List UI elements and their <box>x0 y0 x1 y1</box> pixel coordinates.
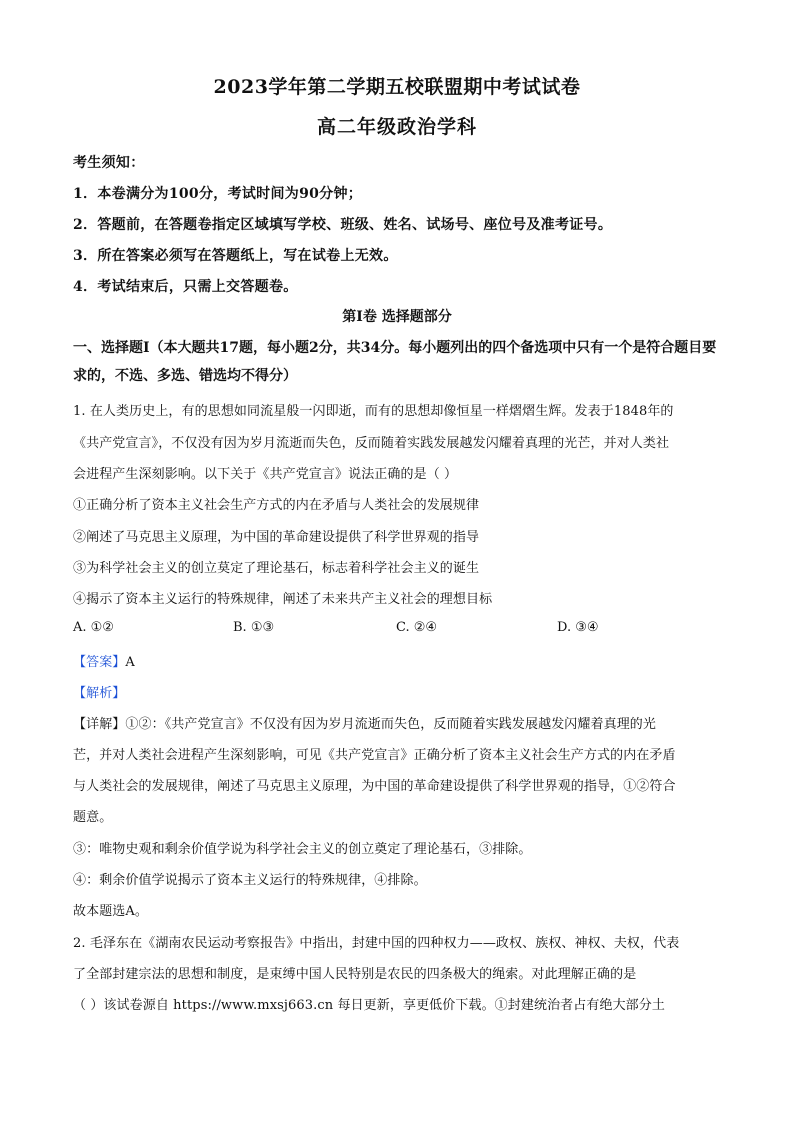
notice-item-1: 1．本卷满分为100分，考试时间为90分钟； <box>73 186 363 202</box>
answer-tag: 【答案】 <box>73 655 126 670</box>
q1-detail-line-3: 与人类社会的发展规律，阐述了马克思主义原理，为中国的革命建设提供了科学世界观的指导，①②符合 <box>73 779 676 794</box>
q1-option-a: A. ①② <box>73 620 114 635</box>
notice-item-4: 4．考试结束后，只需上交答题卷。 <box>73 279 298 295</box>
q1-statement-1: ①正确分析了资本主义社会生产方式的内在矛盾与人类社会的发展规律 <box>73 498 480 513</box>
q1-statement-2: ②阐述了马克思主义原理，为中国的革命建设提供了科学世界观的指导 <box>73 530 480 545</box>
q1-stem-line-2: 《共产党宣言》，不仅没有因为岁月流逝而失色，反而随着实践发展越发闪耀着真理的光芒，并对人类社 <box>73 436 670 451</box>
q1-statement-4: ④揭示了资本主义运行的特殊规律，阐述了未来共产主义社会的理想目标 <box>73 592 493 607</box>
exam-subtitle: 高二年级政治学科 <box>316 116 477 138</box>
q1-detail-line-5: ③：唯物史观和剩余价值学说为科学社会主义的创立奠定了理论基石，③排除。 <box>73 842 532 857</box>
q1-detail-line-1 <box>73 713 656 732</box>
q1-detail-line-4: 题意。 <box>73 810 113 825</box>
notice-item-2: 2．答题前，在答题卷指定区域填写学校、班级、姓名、试场号、座位号及准考证号。 <box>73 217 613 233</box>
section-title: 第Ⅰ卷 选择题部分 <box>342 309 452 325</box>
exam-title: 2023学年第二学期五校联盟期中考试试卷 <box>213 76 581 98</box>
q2-line-3: （ ）该试卷源自 https://www.mxsj663.cn 每日更新，享更低价下载。①封建统治者占有绝大部分土 <box>73 998 665 1013</box>
q1-stem-line-1: 1. 在人类历史上，有的思想如同流星般一闪即逝，而有的思想却像恒星一样熠熠生辉。发表于1848年的 <box>73 404 674 419</box>
q1-answer <box>73 651 135 670</box>
answer-value: A <box>125 655 135 670</box>
q2-line-2: 了全部封建宗法的思想和制度，是束缚中国人民特别是农民的四条极大的绳索。对此理解正确的是 <box>73 967 637 982</box>
part-heading: 一、选择题Ⅰ（本大题共17题，每小题2分，共34分。每小题列出的四个备选项中只有一个是符合题目要求的，不选、多选、错选均不得分） <box>73 340 717 384</box>
detail-tag: 【详解】 <box>73 717 126 732</box>
notice-heading: 考生须知： <box>73 155 145 171</box>
q1-stem-line-3: 会进程产生深刻影响。以下关于《共产党宣言》说法正确的是（ ） <box>73 467 458 482</box>
q1-detail-line-6: ④：剩余价值学说揭示了资本主义运行的特殊规律，④排除。 <box>73 873 427 888</box>
detail-text: ①②：《共产党宣言》不仅没有因为岁月流逝而失色，反而随着实践发展越发闪耀着真理的光 <box>125 717 657 732</box>
q2-line-1: 2. 毛泽东在《湖南农民运动考察报告》中指出，封建中国的四种权力——政权、族权、神权、夫权，代表 <box>73 936 680 951</box>
q1-option-b: B. ①③ <box>233 620 275 635</box>
q1-option-c: C. ②④ <box>396 620 438 635</box>
q1-statement-3: ③为科学社会主义的创立莫定了理论基石，标志着科学社会主义的诞生 <box>73 561 480 576</box>
q1-detail-line-7: 故本题选A。 <box>73 904 148 919</box>
analysis-tag: 【解析】 <box>73 686 126 701</box>
q1-analysis-tag <box>73 682 125 701</box>
q1-option-d: D. ③④ <box>557 620 599 635</box>
q1-detail-line-2: 芒，并对人类社会进程产生深刻影响，可见《共产党宣言》正确分析了资本主义社会生产方式的内在矛盾 <box>73 748 676 763</box>
notice-item-3: 3．所在答案必须写在答题纸上，写在试卷上无效。 <box>73 248 398 264</box>
